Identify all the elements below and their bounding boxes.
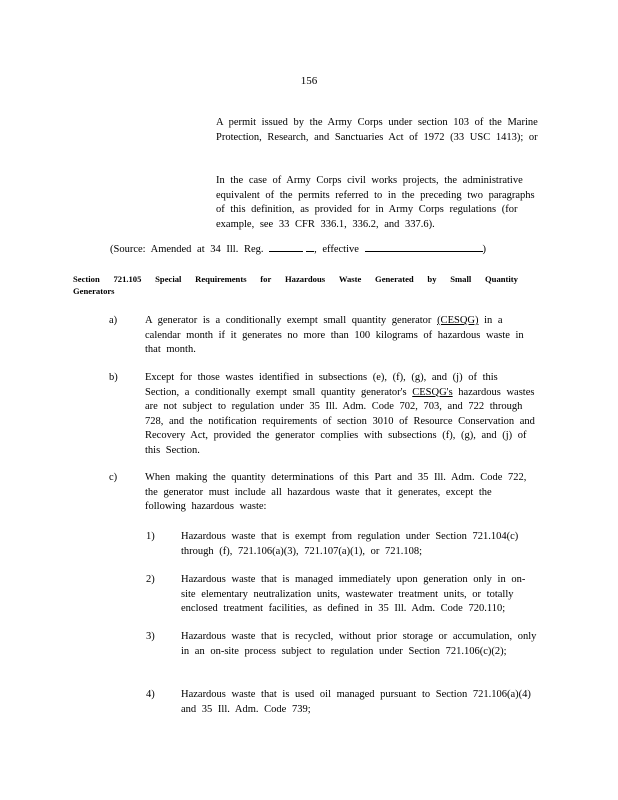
subitem-label-4: 4) bbox=[146, 689, 155, 700]
page-number: 156 bbox=[300, 75, 318, 87]
heading-word: for bbox=[260, 274, 272, 284]
source-blank-date bbox=[365, 241, 483, 252]
section-heading bbox=[73, 273, 518, 297]
subitem-text-4: Hazardous waste that is used oil managed pursuant to Section 721.106(a)(4) and 35 Ill. Adm. Code 739; bbox=[181, 689, 531, 715]
heading-last-word: Generators bbox=[73, 286, 115, 296]
cesqg-underline: (CESQG) bbox=[437, 315, 479, 326]
subitem-label-2: 2) bbox=[146, 574, 155, 585]
definition-paragraph-2: In the case of Army Corps civil works projects, the administrative equivalent of the permits referred to in the preceding two paragraphs of this definition, as provided for in Army Corps regulations (for example, see 33 CFR 336.1, 336.2, and 337.6). bbox=[216, 175, 535, 230]
item-text-c: When making the quantity determinations of this Part and 35 Ill. Adm. Code 722, the generator must include all hazardous waste that it generates, except the following hazardous waste: bbox=[145, 472, 527, 513]
source-blank-page bbox=[306, 241, 314, 252]
definition-paragraph-1: A permit issued by the Army Corps under section 103 of the Marine Protection, Research, and Sanctuaries Act of 1972 (33 USC 1413); or bbox=[216, 117, 538, 143]
subitem-text-3: Hazardous waste that is recycled, without prior storage or accumulation, only in an on-site process subject to regulation under Section 721.106(c)(2); bbox=[181, 631, 537, 657]
source-prefix: (Source: Amended at 34 Ill. Reg. bbox=[110, 244, 264, 255]
source-middle: , effective bbox=[314, 244, 359, 255]
source-note bbox=[110, 241, 486, 258]
subitem-text-2: Hazardous waste that is managed immediately upon generation only in on-site elementary neutralization units, wastewater treatment units, or totally enclosed treatment facilities, as defined in 35 Ill. Adm. Code 720.110; bbox=[181, 574, 526, 615]
heading-word: Hazardous bbox=[285, 274, 326, 284]
heading-word: by bbox=[427, 274, 437, 284]
source-blank-register bbox=[269, 241, 303, 252]
item-label-c: c) bbox=[109, 472, 118, 483]
heading-word: Requirements bbox=[195, 274, 247, 284]
subitem-label-3: 3) bbox=[146, 631, 155, 642]
item-text-b: Except for those wastes identified in subsections (e), (f), (g), and (j) of this Section, a conditionally exempt small quantity generator's CESQG's hazardous wastes are not subject to regulation under 35 Ill. Adm. Code 702, 703, and 722 through 728, and the notification requirements of section 3010 of Resource Conservation and Recovery Act, provided the generator complies with subsections (f), (g), and (j) of this Section. bbox=[145, 372, 535, 456]
subitem-text-1: Hazardous waste that is exempt from regulation under Section 721.104(c) through (f), 721.106(a)(3), 721.107(a)(1), or 721.108; bbox=[181, 531, 519, 557]
cesqgs-underline: CESQG's bbox=[412, 386, 453, 398]
heading-word: Generated bbox=[375, 274, 414, 284]
heading-word: 721.105 bbox=[113, 274, 142, 284]
heading-word: Quantity bbox=[484, 274, 518, 284]
heading-word: Special bbox=[155, 274, 182, 284]
subitem-label-1: 1) bbox=[146, 531, 155, 542]
item-label-a: a) bbox=[109, 315, 118, 326]
item-label-b: b) bbox=[109, 372, 118, 383]
source-suffix: ) bbox=[482, 244, 487, 255]
item-text-a: A generator is a conditionally exempt small quantity generator (CESQG) in a calendar month if it generates no more than 100 kilograms of hazardous waste in that month. bbox=[145, 315, 524, 356]
heading-word: Section bbox=[73, 274, 100, 284]
heading-word: Small bbox=[450, 274, 472, 284]
heading-word: Waste bbox=[338, 274, 362, 284]
